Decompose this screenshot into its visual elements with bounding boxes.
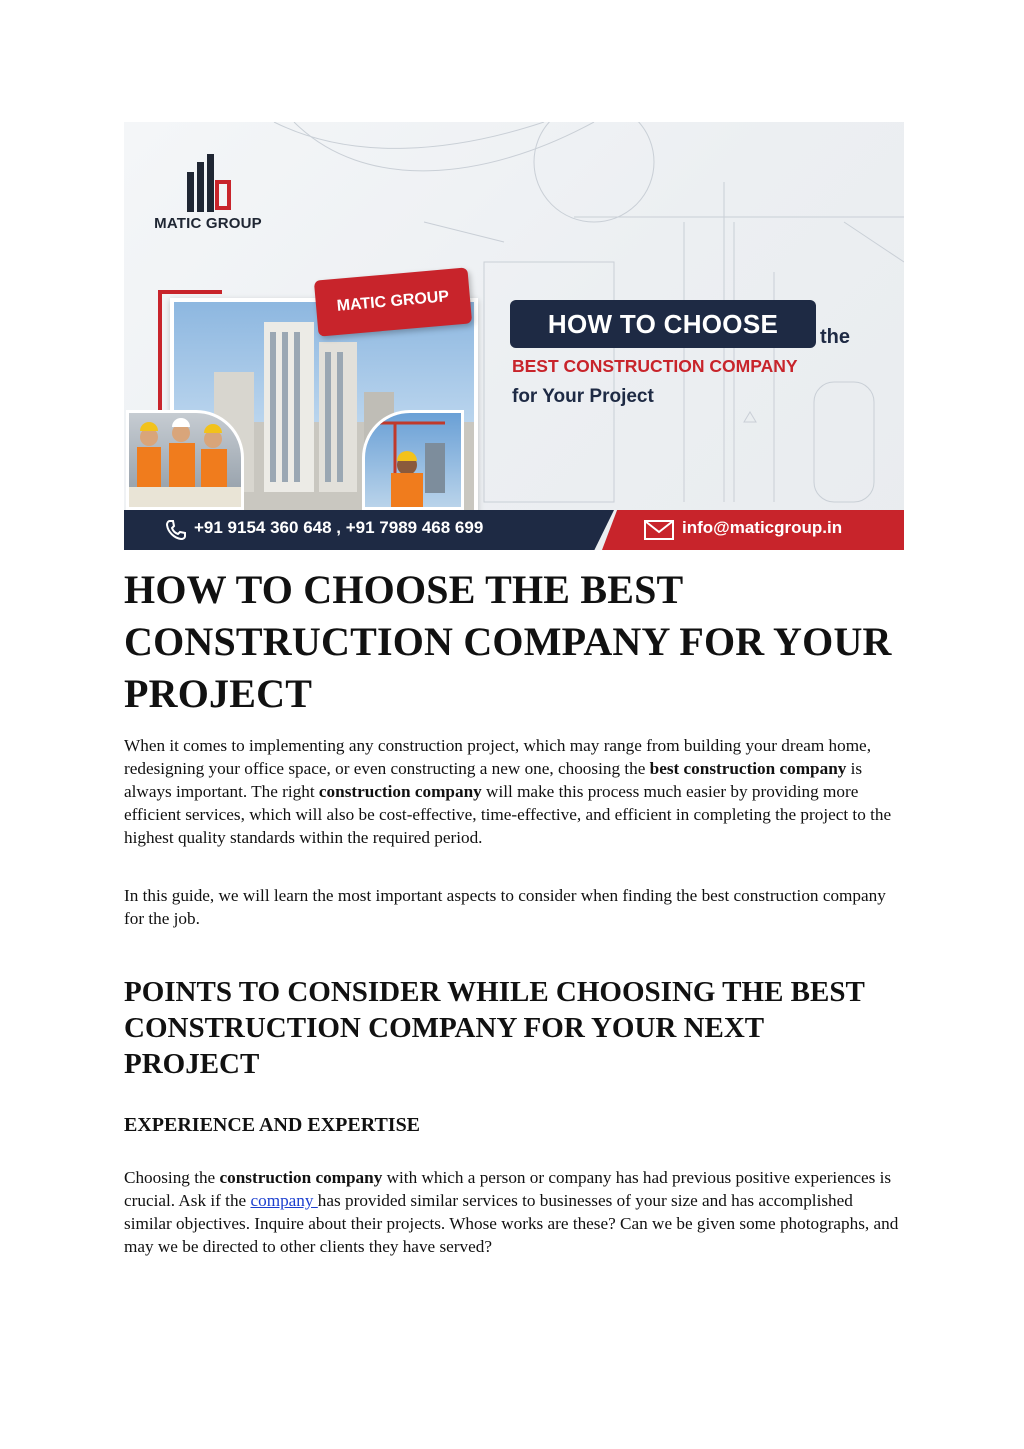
experience-text-1: Choosing the [124,1168,220,1187]
workers-photo [126,410,244,510]
contact-email: info@maticgroup.in [682,518,843,537]
intro-bold-1: best construction company [649,759,847,778]
tag-text: MATIC GROUP [336,288,450,315]
document-page [124,122,904,1258]
hero-banner [124,122,904,550]
construction-site-photo [362,410,464,510]
matic-group-logo [138,152,278,232]
intro-paragraph [124,734,904,849]
intro-text-2: is always important. The right [124,759,863,801]
company-link[interactable]: company [250,1191,318,1210]
intro-text-3: will make this process much easier by providing more efficient services, which will also be cost-effective, time-effective, and efficient in completing the project to the highest quality standards within the required period. [124,782,892,847]
experience-bold-1: construction company [219,1168,383,1187]
contact-phones: +91 9154 360 648 , +91 7989 468 699 [194,518,484,537]
intro-text-1: When it comes to implementing any construction project, which may range from building your dream home, redesigning your office space, or even constructing a new one, choosing the [124,736,871,778]
headline-the: the [820,326,850,348]
section-title: POINTS TO CONSIDER WHILE CHOOSING THE BEST CONSTRUCTION COMPANY FOR YOUR NEXT PROJECT [124,976,865,1080]
logo-brand-text: MATIC GROUP [154,215,262,232]
article-title: HOW TO CHOOSE THE BEST CONSTRUCTION COMPANY FOR YOUR PROJECT [124,567,892,716]
experience-paragraph [124,1166,904,1258]
experience-text-2: with which a person or company has had previous positive experiences is crucial. Ask if the [124,1168,892,1210]
mail-icon [644,520,674,540]
intro-bold-2: construction company [318,782,482,801]
guide-paragraph: In this guide, we will learn the most important aspects to consider when finding the best construction company for the job. [124,886,886,928]
headline-best-construction: BEST CONSTRUCTION COMPANY [512,356,798,376]
headline-how-to-choose: HOW TO CHOOSE [547,308,779,339]
building-logo-icon [183,152,233,212]
headline-box [510,300,816,348]
phone-icon [164,518,188,542]
experience-text-3: has provided similar services to businesses of your size and has accomplished similar objectives. Inquire about their projects. Whose works are these? Can we be given some photographs, and may we be directed to other clients they have served? [124,1191,899,1256]
headline-for-your-project: for Your Project [512,386,654,407]
subsection-title: EXPERIENCE AND EXPERTISE [124,1114,421,1136]
contact-bar [124,510,904,550]
